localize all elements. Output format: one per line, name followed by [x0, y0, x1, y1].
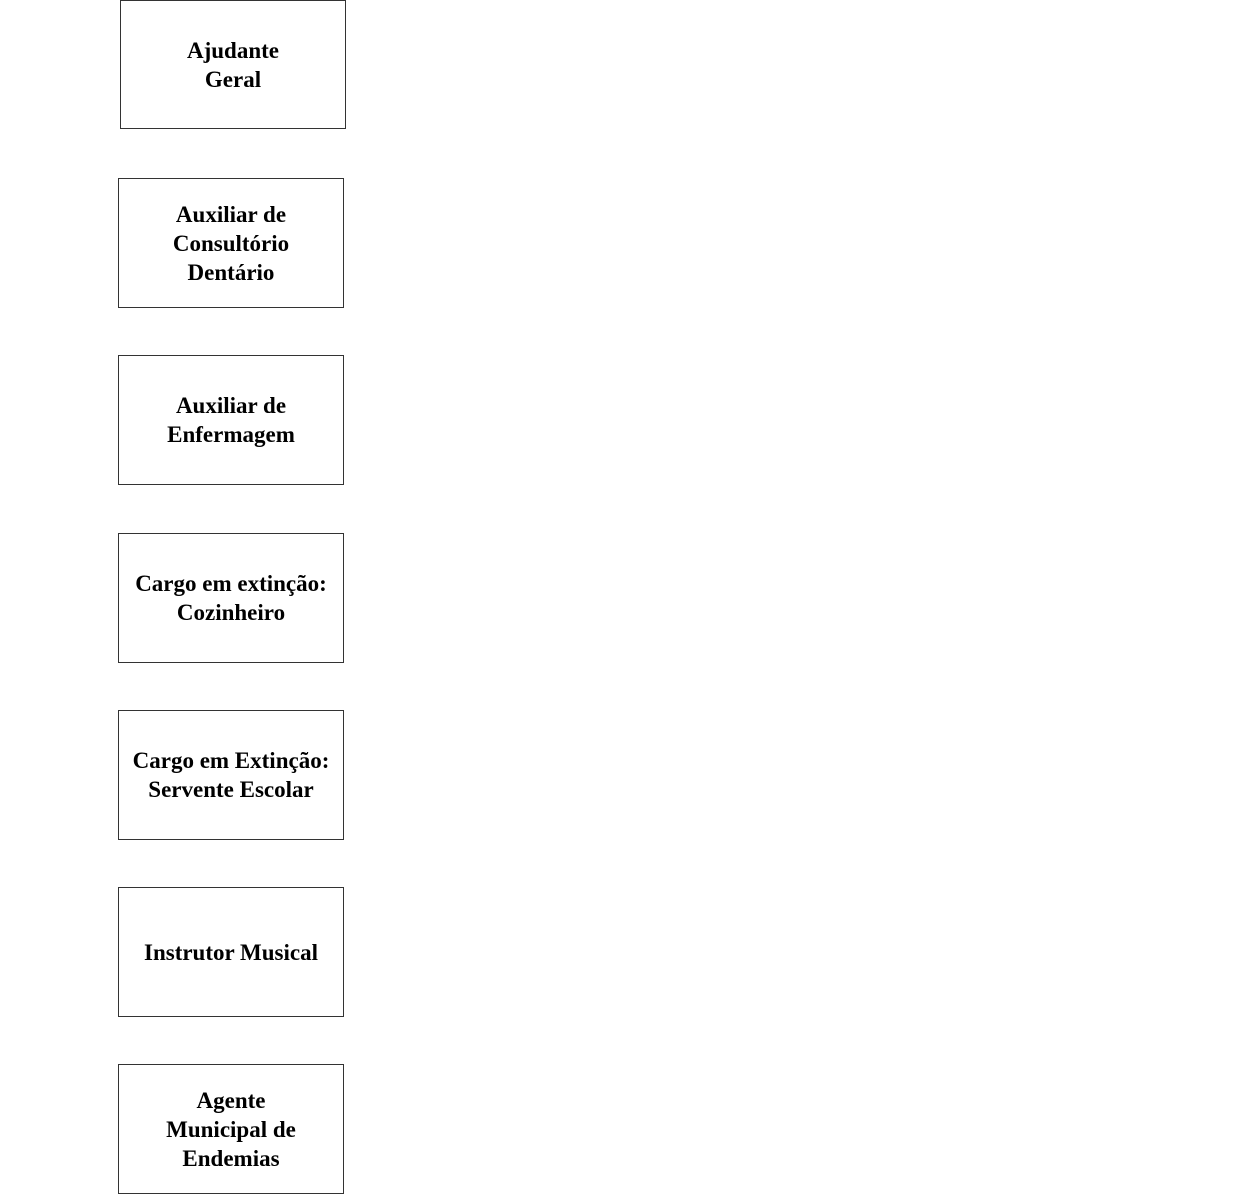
- role-box-label: Agente Municipal de Endemias: [166, 1087, 296, 1171]
- role-box-label: Auxiliar de Consultório Dentário: [172, 201, 290, 285]
- role-box-label: Ajudante Geral: [186, 37, 279, 92]
- role-box-agente-municipal-endemias: [118, 1064, 344, 1194]
- role-box-label: Cargo em Extinção: Servente Escolar: [132, 748, 330, 802]
- role-box-label: Cargo em extinção: Cozinheiro: [135, 571, 327, 625]
- role-box-instrutor-musical: [118, 887, 344, 1017]
- role-box-auxiliar-enfermagem: [118, 355, 344, 485]
- role-box-servente-escolar: [118, 710, 344, 840]
- role-box-label: Auxiliar de Enfermagem: [167, 393, 295, 447]
- role-box-cozinheiro: [118, 533, 344, 663]
- role-box-ajudante-geral: [120, 0, 346, 129]
- role-box-label: Instrutor Musical: [144, 939, 318, 965]
- role-box-auxiliar-consultorio-dentario: [118, 178, 344, 308]
